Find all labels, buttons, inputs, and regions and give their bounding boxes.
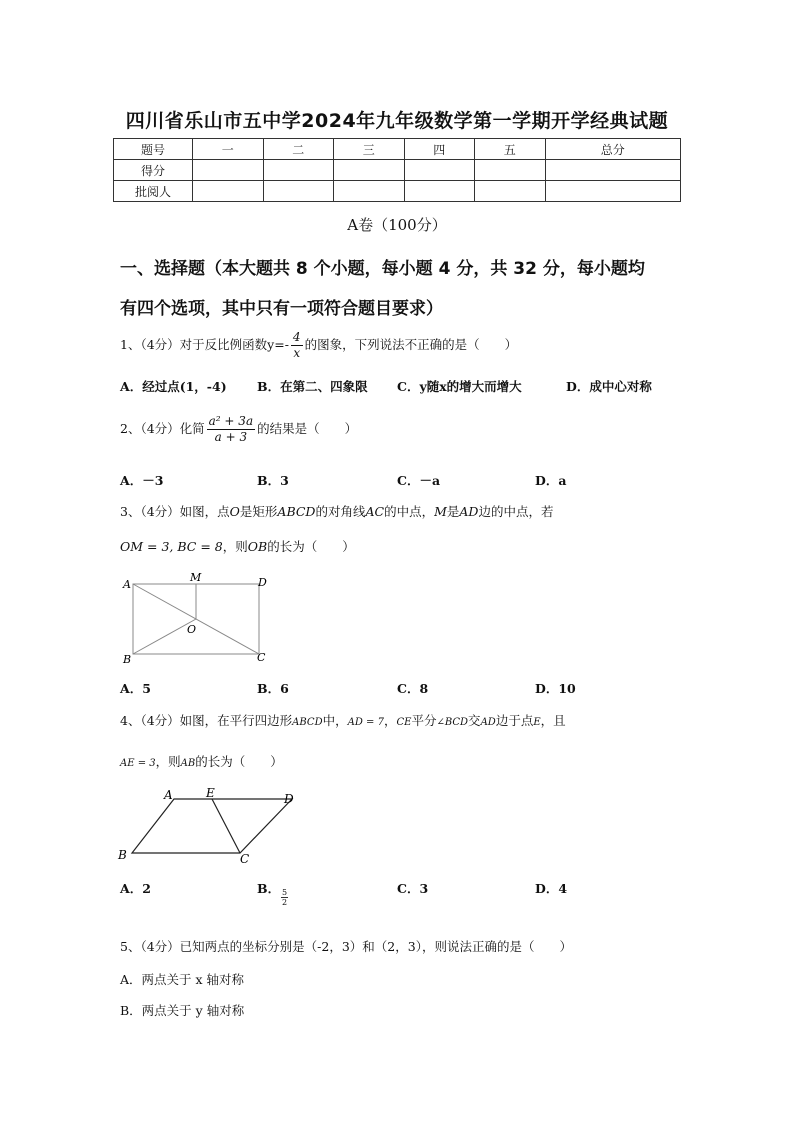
part1-heading-line1: 一、选择题（本大题共 8 个小题，每小题 4 分，共 32 分，每小题均 [120,259,645,279]
q3-option-b: B．6 [257,681,289,696]
score-cell [475,160,546,181]
label-a: A [123,578,131,591]
score-cell: 总分 [545,139,681,160]
label-o: O [187,623,197,636]
score-cell: 三 [334,139,405,160]
question-3-line2: OM = 3, BC = 8，则OB的长为（ ） [120,539,355,554]
label-a: A [164,788,173,802]
q3-option-a: A．5 [120,681,151,696]
q1-prefix: 1、（4分）对于反比例函数y=- [120,337,289,352]
q1-option-b: B．在第二、四象限 [257,379,368,394]
label-d: D [284,792,294,806]
q1-option-a: A．经过点(1，-4) [120,379,227,394]
q5-option-a: A．两点关于 x 轴对称 [120,972,245,987]
score-cell [404,160,475,181]
score-cell [475,181,546,202]
label-c: C [257,651,266,664]
score-cell: 五 [475,139,546,160]
score-cell: 二 [263,139,334,160]
question-4-line2: AE = 3，则AB的长为（ ） [120,754,283,769]
question-1 [120,330,517,361]
label-c: C [240,852,250,866]
q1-fraction: $\frac{4}{x}$ [292,330,301,360]
label-d: D [258,576,267,589]
score-cell [545,160,681,181]
question-3-line1: 3、（4分）如图，点O是矩形ABCD的对角线AC的中点，M是AD边的中点，若 [120,504,554,519]
section-a-heading: A卷（100分） [347,216,447,234]
score-table-header-row [114,139,681,160]
score-cell [263,181,334,202]
q2-suffix: 的结果是（ ） [257,421,358,436]
score-cell [263,160,334,181]
part1-heading-line2: 有四个选项，其中只有一项符合题目要求） [120,299,443,319]
q4-option-a: A．2 [120,881,151,896]
q4-option-d: D．4 [535,881,568,896]
score-cell [404,181,475,202]
parallelogram-abcd [132,799,292,853]
score-table [113,138,681,202]
q2-prefix: 2、（4分）化简 [120,421,205,436]
q2-option-a: A．－3 [120,473,164,488]
score-cell [545,181,681,202]
score-cell [334,181,405,202]
score-table-row [114,181,681,202]
label-b: B [118,848,127,862]
score-row-label: 得分 [114,160,193,181]
q4-option-b: B． [257,881,281,896]
score-cell [193,181,264,202]
q4-option-b-fraction: 5 2 [282,888,288,907]
q4-option-c: C．3 [397,881,429,896]
label-m: M [190,571,202,584]
score-cell [193,160,264,181]
q4-parallelogram-figure [112,785,302,867]
q3-rectangle-figure [115,570,275,665]
q1-suffix: 的图象，下列说法不正确的是（ ） [304,337,518,352]
q2-option-b: B．3 [257,473,289,488]
q2-option-d: D．a [535,473,567,488]
q2-fraction: $\frac{\text{a² + 3a}}{a + 3}$ [208,414,254,444]
q3-option-d: D．10 [535,681,576,696]
q3-option-c: C．8 [397,681,429,696]
score-cell [334,160,405,181]
q1-option-d: D．成中心对称 [566,379,652,394]
score-table-row [114,160,681,181]
question-2 [120,414,357,445]
score-cell: 题号 [114,139,193,160]
score-cell: 四 [404,139,475,160]
label-b: B [123,653,132,665]
score-cell: 一 [193,139,264,160]
q1-option-c: C．y随x的增大而增大 [397,379,522,394]
segment-ce [212,799,240,853]
question-5: 5、（4分）已知两点的坐标分别是（-2，3）和（2，3），则说法正确的是（ ） [120,939,572,954]
q2-option-c: C．－a [397,473,441,488]
question-4-line1: 4、（4分）如图，在平行四边形ABCD中，AD = 7，CE平分∠BCD交AD边于点E，且 [120,713,566,728]
q5-option-b: B．两点关于 y 轴对称 [120,1003,245,1018]
label-e: E [206,786,215,800]
page-title: 四川省乐山市五中学2024年九年级数学第一学期开学经典试题 [125,110,669,132]
score-row-label: 批阅人 [114,181,193,202]
